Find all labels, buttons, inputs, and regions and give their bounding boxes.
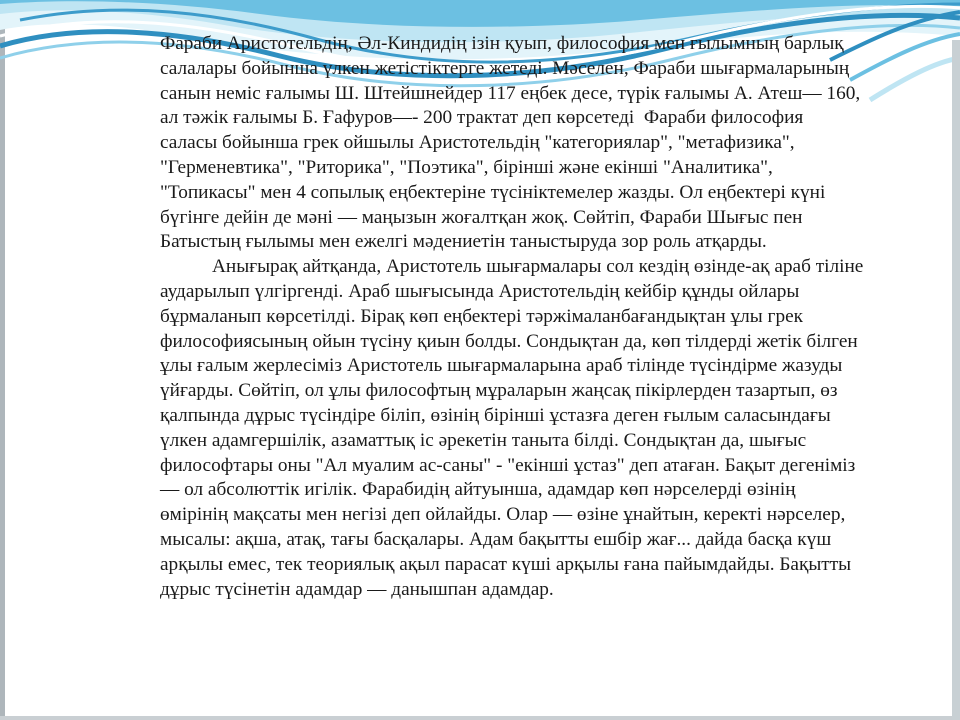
right-edge xyxy=(952,40,960,720)
text-line: саласы бойынша грек ойшылы Аристотельдің "категориялар", "метафизика", xyxy=(160,132,795,154)
text-line: бүгінге дейін де мәні — маңызын жоғалтқан жоқ. Сөйтіп, Фараби Шығыс пен xyxy=(160,206,803,228)
text-line: арқылы емес, тек теориялық ақыл парасат күші арқылы ғана пайымдайды. Бақытты xyxy=(160,553,852,575)
text-line: Анығырақ айтқанда, Аристотель шығармалары сол кездің өзінде-ақ араб тіліне xyxy=(212,256,864,278)
text-line: салалары бойынша үлкен жетістіктерге жетеді. Мәселен, Фараби шығармаларының xyxy=(160,57,850,79)
text-line: философиясының ойын түсіну қиын болды. Сондықтан да, көп тілдерді жетік білген xyxy=(160,330,858,352)
text-line: мысалы: ақша, атақ, тағы басқалары. Адам бақытты ешбір жағ... дайда басқа күш xyxy=(160,528,832,550)
text-line: үлкен адамгершілік, азаматтық іс әрекетін танытa білді. Сондықтан да, шығыс xyxy=(160,429,807,451)
text-line: "Герменевтика", "Риторика", "Поэтика", бірінші және екінші "Аналитика", xyxy=(160,156,773,178)
text-line: өмірінің мақсаты мен негізі деп ойлайды. Олар — өзіне ұнайтын, керекті нәрселер, xyxy=(160,504,846,526)
bottom-border xyxy=(0,716,960,720)
text-line: үйғарды. Сөйтіп, ол ұлы философтың мұраларын жаңсақ пікірлерден тазартып, өз xyxy=(160,380,838,402)
text-line: ұлы ғалым жерлесіміз Аристотель шығармаларына араб тілінде түсіндірме жазуды xyxy=(160,355,843,377)
text-line: аударылып үлгіргенді. Араб шығысында Аристотельдің кейбір құнды ойлары xyxy=(160,280,800,302)
text-line: Фараби Аристотельдің, Әл-Киндидің ізін қуып, философия мен ғылымның барлық xyxy=(160,33,844,54)
text-line: ал тәжік ғалымы Б. Ғафуров—- 200 трактат деп көрсетеді Фараби философия xyxy=(160,107,804,129)
body-text xyxy=(160,32,940,602)
text-line: дұрыс түсінетін адамдар — данышпан адамдар. xyxy=(160,578,554,600)
left-border xyxy=(0,0,5,720)
text-line: Батыстың ғылымы мен ежелгі мәдениетін таныстыруда зор роль атқарды. xyxy=(160,231,767,253)
text-line: бұрмаланып көрсетілді. Бірақ көп еңбектері тәржімаланбағандықтан ұлы грек xyxy=(160,305,804,327)
text-line: — ол абсолюттік игілік. Фарабидің айтуынша, адамдар көп нәрселерді өзінің xyxy=(160,479,796,501)
text-line: қалпында дұрыс түсіндіре біліп, өзінің бірінші ұстазға деген ғылым саласындағы xyxy=(160,404,831,426)
text-line: санын неміс ғалымы Ш. Штейшнейдер 117 еңбек десе, түрік ғалымы А. Атеш— 160, xyxy=(160,82,861,104)
text-line: "Топикасы" мен 4 сопылық еңбектеріне түсініктемелер жазды. Ол еңбектері күні xyxy=(160,181,826,203)
text-line: философтары оны "Ал муалим ас-саны" - "екінші ұстаз" деп атаған. Бақыт дегеніміз xyxy=(160,454,856,476)
